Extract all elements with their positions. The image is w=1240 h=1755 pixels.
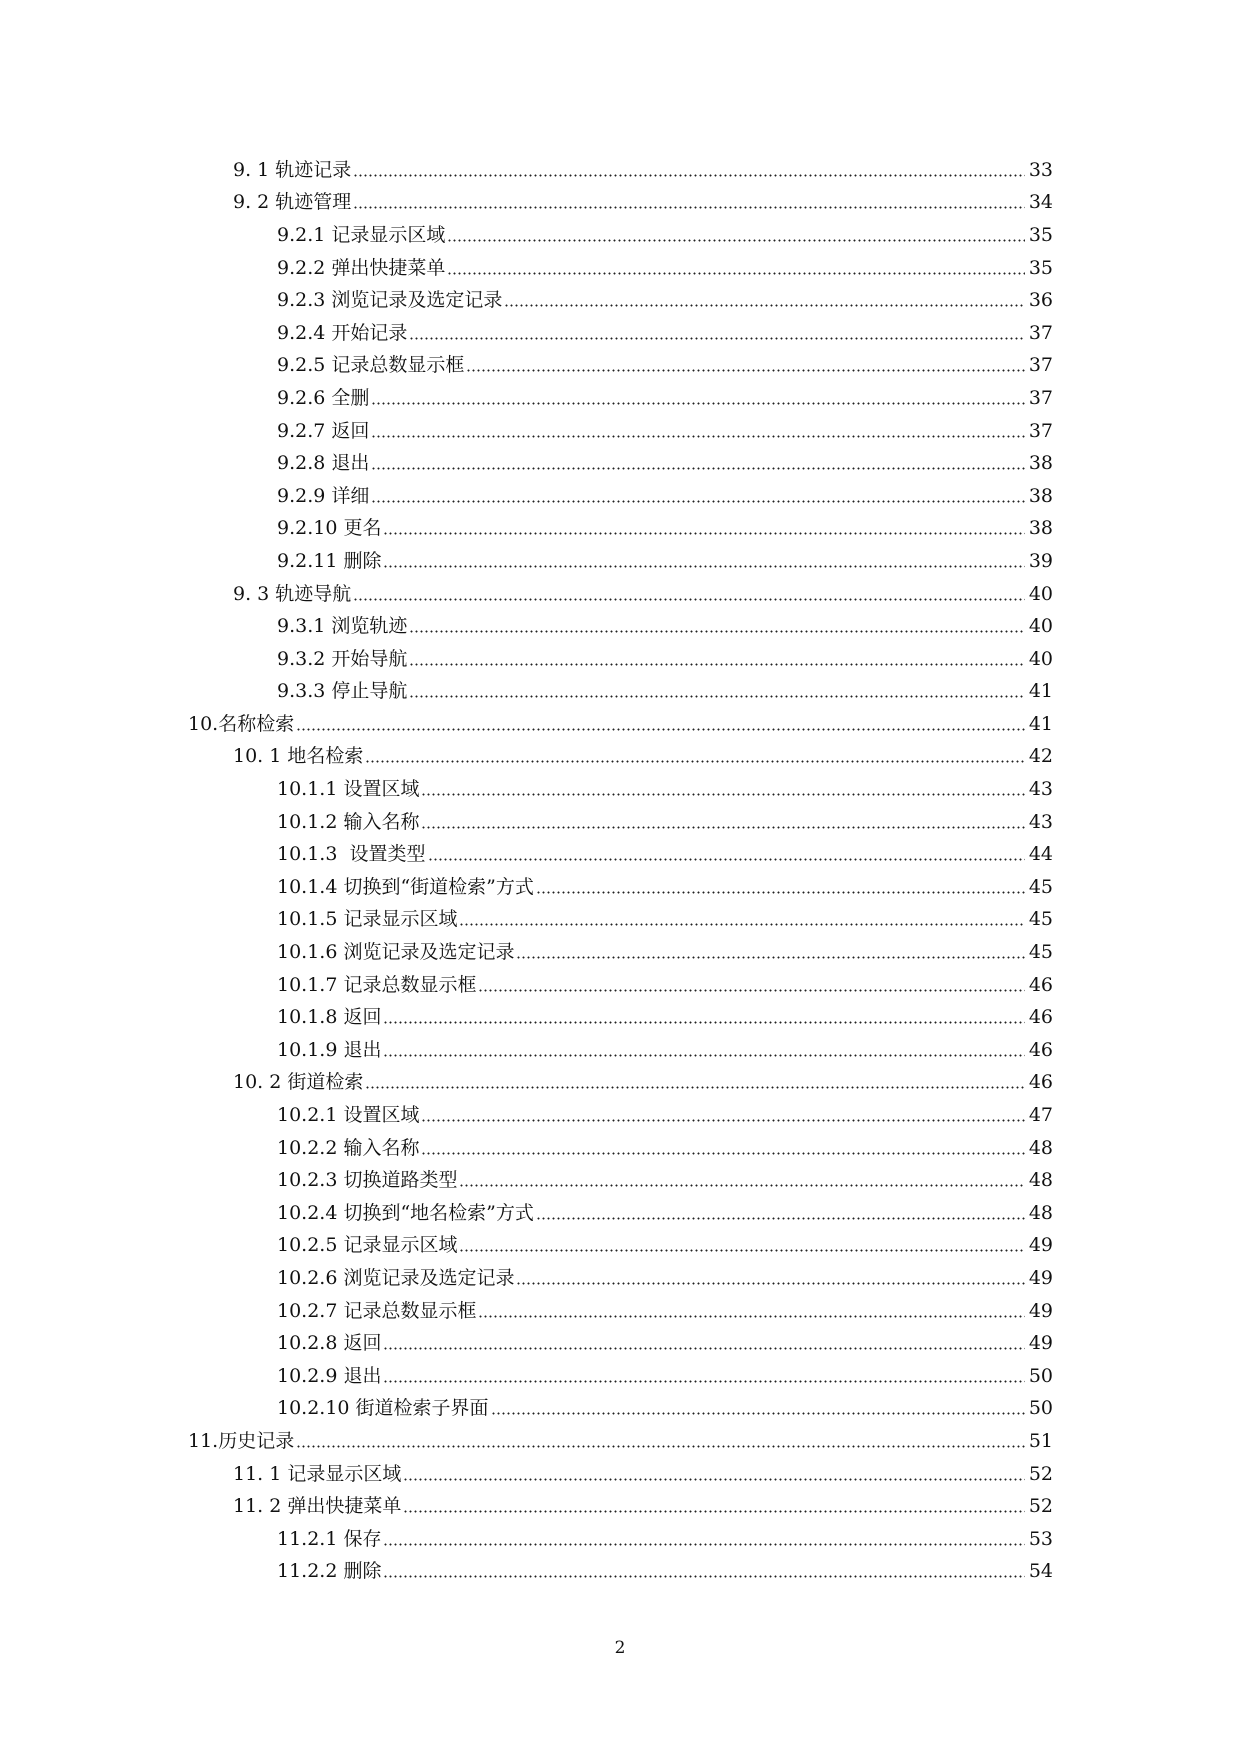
toc-entry[interactable] bbox=[0, 1327, 1240, 1360]
toc-entry-page: 39 bbox=[1028, 549, 1053, 572]
toc-entry-label: 10.2.10 街道检索子界面 bbox=[277, 1397, 489, 1420]
toc-entry-page: 49 bbox=[1028, 1299, 1053, 1322]
toc-entry-label: 10.1.2 输入名称 bbox=[277, 810, 420, 833]
toc-dot-leader bbox=[371, 402, 1024, 405]
toc-entry-label: 9.2.11 删除 bbox=[277, 549, 382, 572]
toc-entry-page: 36 bbox=[1028, 289, 1053, 312]
toc-entry-page: 44 bbox=[1028, 843, 1053, 866]
toc-entry[interactable] bbox=[0, 1067, 1240, 1100]
toc-entry-page: 46 bbox=[1028, 973, 1053, 996]
toc-entry-page: 38 bbox=[1028, 452, 1053, 475]
toc-dot-leader bbox=[353, 598, 1025, 601]
toc-dot-leader bbox=[365, 1086, 1024, 1089]
toc-entry[interactable] bbox=[0, 969, 1240, 1002]
toc-entry-page: 48 bbox=[1028, 1136, 1053, 1159]
toc-entry-label: 11.历史记录 bbox=[188, 1429, 295, 1452]
toc-entry[interactable] bbox=[0, 904, 1240, 937]
toc-entry-label: 9.2.6 全删 bbox=[277, 386, 370, 409]
toc-dot-leader bbox=[516, 1282, 1024, 1285]
toc-dot-leader bbox=[428, 858, 1025, 861]
toc-dot-leader bbox=[491, 1412, 1025, 1415]
toc-entry[interactable] bbox=[0, 513, 1240, 546]
toc-dot-leader bbox=[371, 467, 1024, 470]
toc-entry[interactable] bbox=[0, 643, 1240, 676]
toc-entry-label: 11. 2 弹出快捷菜单 bbox=[233, 1495, 402, 1518]
toc-entry[interactable] bbox=[0, 1490, 1240, 1523]
toc-entry-label: 9.2.8 退出 bbox=[277, 452, 370, 475]
toc-dot-leader bbox=[371, 500, 1024, 503]
toc-dot-leader bbox=[504, 304, 1024, 307]
toc-entry-label: 9.2.4 开始记录 bbox=[277, 321, 408, 344]
toc-entry-label: 9.3.1 浏览轨迹 bbox=[277, 615, 408, 638]
toc-dot-leader bbox=[409, 695, 1024, 698]
toc-entry-label: 10.1.5 记录显示区域 bbox=[277, 908, 458, 931]
toc-entry-page: 49 bbox=[1028, 1332, 1053, 1355]
toc-entry-label: 10.2.6 浏览记录及选定记录 bbox=[277, 1266, 515, 1289]
toc-dot-leader bbox=[459, 1249, 1024, 1252]
toc-entry-page: 46 bbox=[1028, 1038, 1053, 1061]
toc-entry-label: 9.3.2 开始导航 bbox=[277, 647, 408, 670]
toc-entry-label: 10. 2 街道检索 bbox=[233, 1071, 364, 1094]
toc-entry[interactable] bbox=[0, 252, 1240, 285]
toc-entry-page: 52 bbox=[1028, 1462, 1053, 1485]
toc-dot-leader bbox=[421, 826, 1024, 829]
toc-entry[interactable] bbox=[0, 219, 1240, 252]
toc-dot-leader bbox=[403, 1478, 1024, 1481]
toc-entry-label: 11. 1 记录显示区域 bbox=[233, 1462, 402, 1485]
toc-dot-leader bbox=[447, 272, 1024, 275]
toc-entry-page: 40 bbox=[1028, 647, 1053, 670]
toc-dot-leader bbox=[371, 435, 1024, 438]
toc-entry-label: 10.1.7 记录总数显示框 bbox=[277, 973, 477, 996]
toc-dot-leader bbox=[421, 1119, 1024, 1122]
toc-dot-leader bbox=[383, 565, 1024, 568]
toc-dot-leader bbox=[353, 206, 1025, 209]
toc-entry[interactable] bbox=[0, 1132, 1240, 1165]
toc-entry-page: 40 bbox=[1028, 615, 1053, 638]
toc-dot-leader bbox=[536, 891, 1025, 894]
toc-entry-page: 51 bbox=[1028, 1429, 1053, 1452]
toc-entry-page: 48 bbox=[1028, 1169, 1053, 1192]
toc-entry-label: 11.2.2 删除 bbox=[277, 1560, 382, 1583]
toc-dot-leader bbox=[383, 1054, 1024, 1057]
toc-dot-leader bbox=[466, 369, 1024, 372]
table-of-contents bbox=[0, 154, 1240, 1588]
toc-entry-page: 48 bbox=[1028, 1201, 1053, 1224]
toc-entry[interactable] bbox=[0, 1556, 1240, 1589]
toc-entry-page: 47 bbox=[1028, 1104, 1053, 1127]
toc-entry[interactable] bbox=[0, 415, 1240, 448]
toc-entry-label: 9.2.3 浏览记录及选定记录 bbox=[277, 289, 503, 312]
toc-entry-label: 9.2.9 详细 bbox=[277, 484, 370, 507]
toc-entry[interactable] bbox=[0, 741, 1240, 774]
toc-entry-page: 40 bbox=[1028, 582, 1053, 605]
toc-entry-page: 49 bbox=[1028, 1234, 1053, 1257]
toc-entry-page: 45 bbox=[1028, 941, 1053, 964]
toc-entry-label: 10.1.3 设置类型 bbox=[277, 843, 426, 866]
page-number: 2 bbox=[614, 1638, 626, 1658]
toc-entry[interactable] bbox=[0, 1393, 1240, 1426]
toc-dot-leader bbox=[459, 1184, 1024, 1187]
toc-entry-page: 37 bbox=[1028, 419, 1053, 442]
toc-entry-page: 53 bbox=[1028, 1527, 1053, 1550]
toc-entry[interactable] bbox=[0, 545, 1240, 578]
toc-entry-page: 37 bbox=[1028, 354, 1053, 377]
toc-dot-leader bbox=[353, 174, 1025, 177]
toc-entry-page: 38 bbox=[1028, 517, 1053, 540]
toc-entry-page: 35 bbox=[1028, 223, 1053, 246]
toc-entry-label: 9.2.7 返回 bbox=[277, 419, 370, 442]
toc-entry[interactable] bbox=[0, 350, 1240, 383]
toc-entry-page: 37 bbox=[1028, 321, 1053, 344]
toc-entry[interactable] bbox=[0, 447, 1240, 480]
toc-dot-leader bbox=[383, 1347, 1024, 1350]
toc-entry-label: 10.2.2 输入名称 bbox=[277, 1136, 420, 1159]
toc-dot-leader bbox=[478, 1315, 1024, 1318]
toc-entry-label: 10. 1 地名检索 bbox=[233, 745, 364, 768]
toc-entry[interactable] bbox=[0, 676, 1240, 709]
toc-entry-label: 9.2.10 更名 bbox=[277, 517, 382, 540]
toc-entry[interactable] bbox=[0, 1458, 1240, 1491]
toc-entry-label: 10.1.1 设置区域 bbox=[277, 778, 420, 801]
toc-entry[interactable] bbox=[0, 284, 1240, 317]
toc-entry[interactable] bbox=[0, 480, 1240, 513]
toc-entry[interactable] bbox=[0, 382, 1240, 415]
toc-entry-page: 54 bbox=[1028, 1560, 1053, 1583]
toc-entry[interactable] bbox=[0, 1230, 1240, 1263]
toc-dot-leader bbox=[421, 1152, 1024, 1155]
toc-entry-label: 9.2.5 记录总数显示框 bbox=[277, 354, 465, 377]
toc-entry-page: 50 bbox=[1028, 1364, 1053, 1387]
toc-dot-leader bbox=[478, 989, 1024, 992]
toc-entry[interactable] bbox=[0, 773, 1240, 806]
toc-dot-leader bbox=[383, 1021, 1024, 1024]
toc-entry[interactable] bbox=[0, 317, 1240, 350]
toc-entry-label: 10.2.8 返回 bbox=[277, 1332, 382, 1355]
toc-dot-leader bbox=[459, 923, 1024, 926]
toc-entry-page: 42 bbox=[1028, 745, 1053, 768]
toc-entry-page: 46 bbox=[1028, 1006, 1053, 1029]
toc-dot-leader bbox=[365, 760, 1024, 763]
toc-entry-page: 46 bbox=[1028, 1071, 1053, 1094]
toc-entry-label: 10.2.1 设置区域 bbox=[277, 1104, 420, 1127]
toc-dot-leader bbox=[296, 1445, 1025, 1448]
toc-dot-leader bbox=[403, 1510, 1024, 1513]
toc-entry-label: 9.3.3 停止导航 bbox=[277, 680, 408, 703]
toc-entry[interactable] bbox=[0, 1164, 1240, 1197]
toc-entry-page: 45 bbox=[1028, 908, 1053, 931]
toc-entry-label: 9. 2 轨迹管理 bbox=[233, 191, 352, 214]
toc-entry-page: 35 bbox=[1028, 256, 1053, 279]
toc-entry-label: 10.1.6 浏览记录及选定记录 bbox=[277, 941, 515, 964]
toc-entry[interactable] bbox=[0, 936, 1240, 969]
toc-entry-page: 43 bbox=[1028, 778, 1053, 801]
toc-entry[interactable] bbox=[0, 1360, 1240, 1393]
toc-entry-page: 50 bbox=[1028, 1397, 1053, 1420]
toc-entry-label: 10.2.3 切换道路类型 bbox=[277, 1169, 458, 1192]
toc-entry-label: 9. 1 轨迹记录 bbox=[233, 158, 352, 181]
toc-entry-label: 10.2.9 退出 bbox=[277, 1364, 382, 1387]
toc-dot-leader bbox=[383, 1543, 1024, 1546]
toc-entry[interactable] bbox=[0, 1099, 1240, 1132]
toc-entry[interactable] bbox=[0, 1197, 1240, 1230]
toc-entry-page: 38 bbox=[1028, 484, 1053, 507]
toc-dot-leader bbox=[421, 793, 1024, 796]
toc-entry[interactable] bbox=[0, 708, 1240, 741]
toc-entry[interactable] bbox=[0, 154, 1240, 187]
toc-entry[interactable] bbox=[0, 610, 1240, 643]
toc-dot-leader bbox=[409, 337, 1024, 340]
toc-entry-label: 9.2.1 记录显示区域 bbox=[277, 223, 446, 246]
toc-entry-page: 37 bbox=[1028, 386, 1053, 409]
toc-entry[interactable] bbox=[0, 1034, 1240, 1067]
toc-entry-label: 10.1.8 返回 bbox=[277, 1006, 382, 1029]
toc-entry-page: 43 bbox=[1028, 810, 1053, 833]
toc-entry[interactable] bbox=[0, 1295, 1240, 1328]
toc-entry[interactable] bbox=[0, 871, 1240, 904]
toc-dot-leader bbox=[383, 1575, 1024, 1578]
toc-dot-leader bbox=[447, 239, 1024, 242]
toc-entry-page: 45 bbox=[1028, 875, 1053, 898]
toc-dot-leader bbox=[409, 630, 1024, 633]
toc-entry[interactable] bbox=[0, 838, 1240, 871]
toc-entry-page: 52 bbox=[1028, 1495, 1053, 1518]
toc-entry-label: 11.2.1 保存 bbox=[277, 1527, 382, 1550]
toc-entry-page: 34 bbox=[1028, 191, 1053, 214]
toc-dot-leader bbox=[409, 663, 1024, 666]
toc-dot-leader bbox=[383, 1380, 1024, 1383]
toc-entry-label: 10.1.4 切换到“街道检索”方式 bbox=[277, 875, 534, 898]
toc-entry-label: 10.2.7 记录总数显示框 bbox=[277, 1299, 477, 1322]
toc-entry-page: 41 bbox=[1028, 712, 1053, 735]
toc-entry-page: 49 bbox=[1028, 1266, 1053, 1289]
toc-entry-label: 10.1.9 退出 bbox=[277, 1038, 382, 1061]
toc-entry-label: 10.名称检索 bbox=[188, 712, 295, 735]
toc-entry[interactable] bbox=[0, 1425, 1240, 1458]
toc-entry-label: 10.2.5 记录显示区域 bbox=[277, 1234, 458, 1257]
toc-dot-leader bbox=[536, 1217, 1025, 1220]
toc-entry-label: 9. 3 轨迹导航 bbox=[233, 582, 352, 605]
toc-entry[interactable] bbox=[0, 187, 1240, 220]
toc-entry[interactable] bbox=[0, 1262, 1240, 1295]
toc-entry-label: 10.2.4 切换到“地名检索”方式 bbox=[277, 1201, 534, 1224]
toc-dot-leader bbox=[516, 956, 1024, 959]
toc-entry[interactable] bbox=[0, 1001, 1240, 1034]
toc-dot-leader bbox=[383, 532, 1024, 535]
toc-entry[interactable] bbox=[0, 1523, 1240, 1556]
toc-entry[interactable] bbox=[0, 578, 1240, 611]
toc-entry-page: 33 bbox=[1028, 158, 1053, 181]
toc-entry[interactable] bbox=[0, 806, 1240, 839]
toc-dot-leader bbox=[296, 728, 1025, 731]
toc-entry-page: 41 bbox=[1028, 680, 1053, 703]
toc-entry-label: 9.2.2 弹出快捷菜单 bbox=[277, 256, 446, 279]
